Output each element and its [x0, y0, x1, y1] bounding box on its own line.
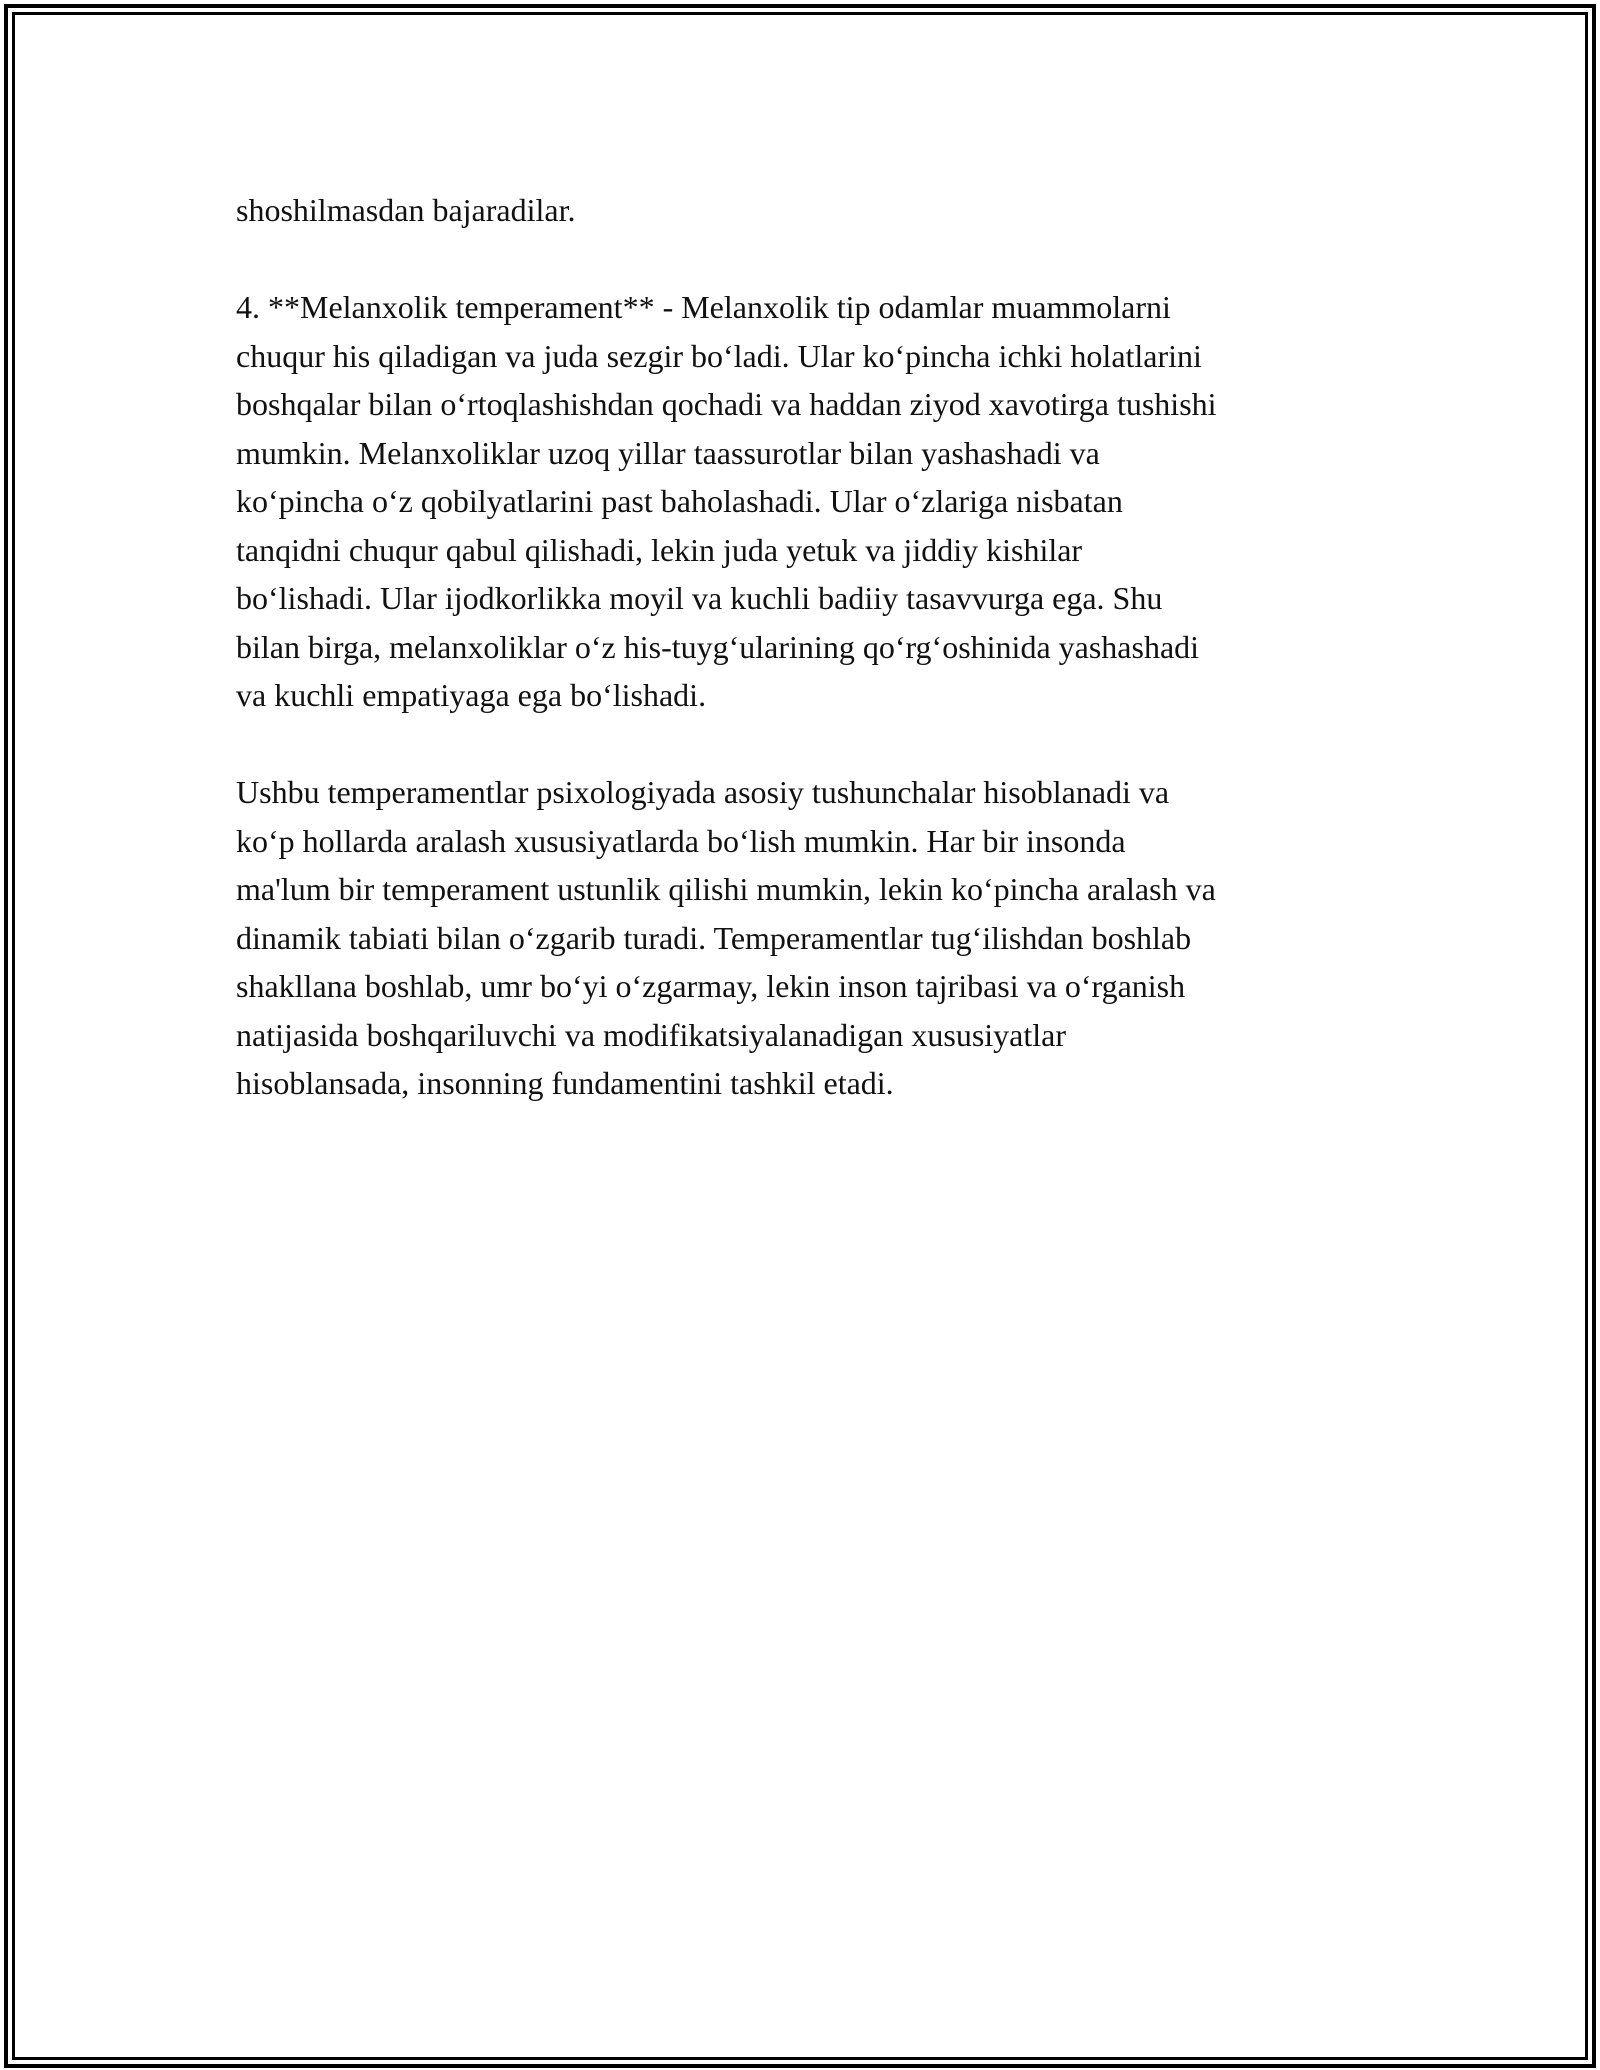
text-line: tanqidni chuqur qabul qilishadi, lekin juda yetuk va jiddiy kishilar — [236, 531, 1083, 568]
text-line: hisoblansada, insonning fundamentini tashkil etadi. — [236, 1065, 894, 1101]
text-line: boshqalar bilan o‘rtoqlashishdan qochadi va haddan ziyod xavotirga tushishi — [236, 386, 1217, 422]
text-line: ko‘p hollarda aralash xususiyatlarda bo‘lish mumkin. Har bir insonda — [236, 822, 1126, 859]
text-line: 4. **Melanxolik temperament** - Melanxolik tip odamlar muammolarni — [236, 289, 1171, 325]
text-line: natijasida boshqariluvchi va modifikatsiyalanadigan xususiyatlar — [236, 1016, 1067, 1053]
paragraph-melanxolik — [236, 283, 1386, 720]
text-line: shoshilmasdan bajaradilar. — [236, 192, 576, 228]
text-line: dinamik tabiati bilan o‘zgarib turadi. Temperamentlar tug‘ilishdan boshlab — [236, 919, 1192, 956]
text-line: bo‘lishadi. Ular ijodkorlikka moyil va kuchli badiiy tasavvurga ega. Shu — [236, 580, 1163, 616]
text-line: chuqur his qiladigan va juda sezgir bo‘ladi. Ular ko‘pincha ichki holatlarini — [236, 337, 1202, 374]
paragraph-continuation — [236, 186, 1386, 235]
paragraph-spacer — [236, 235, 1386, 284]
text-line: ko‘pincha o‘z qobilyatlarini past baholashadi. Ular o‘zlariga nisbatan — [236, 483, 1123, 519]
text-line: shakllana boshlab, umr bo‘yi o‘zgarmay, lekin inson tajribasi va o‘rganish — [236, 968, 1186, 1004]
document-body — [236, 186, 1386, 1108]
text-line: bilan birga, melanxoliklar o‘z his-tuyg‘ularining qo‘rg‘oshinida yashashadi — [236, 628, 1200, 665]
text-line: ma'lum bir temperament ustunlik qilishi mumkin, lekin ko‘pincha aralash va — [236, 871, 1216, 907]
text-line: Ushbu temperamentlar psixologiyada asosiy tushunchalar hisoblanadi va — [236, 774, 1170, 810]
text-line: mumkin. Melanxoliklar uzoq yillar taassurotlar bilan yashashadi va — [236, 434, 1100, 471]
paragraph-conclusion — [236, 768, 1386, 1108]
text-line: va kuchli empatiyaga ega bo‘lishadi. — [236, 677, 707, 713]
paragraph-spacer — [236, 720, 1386, 769]
